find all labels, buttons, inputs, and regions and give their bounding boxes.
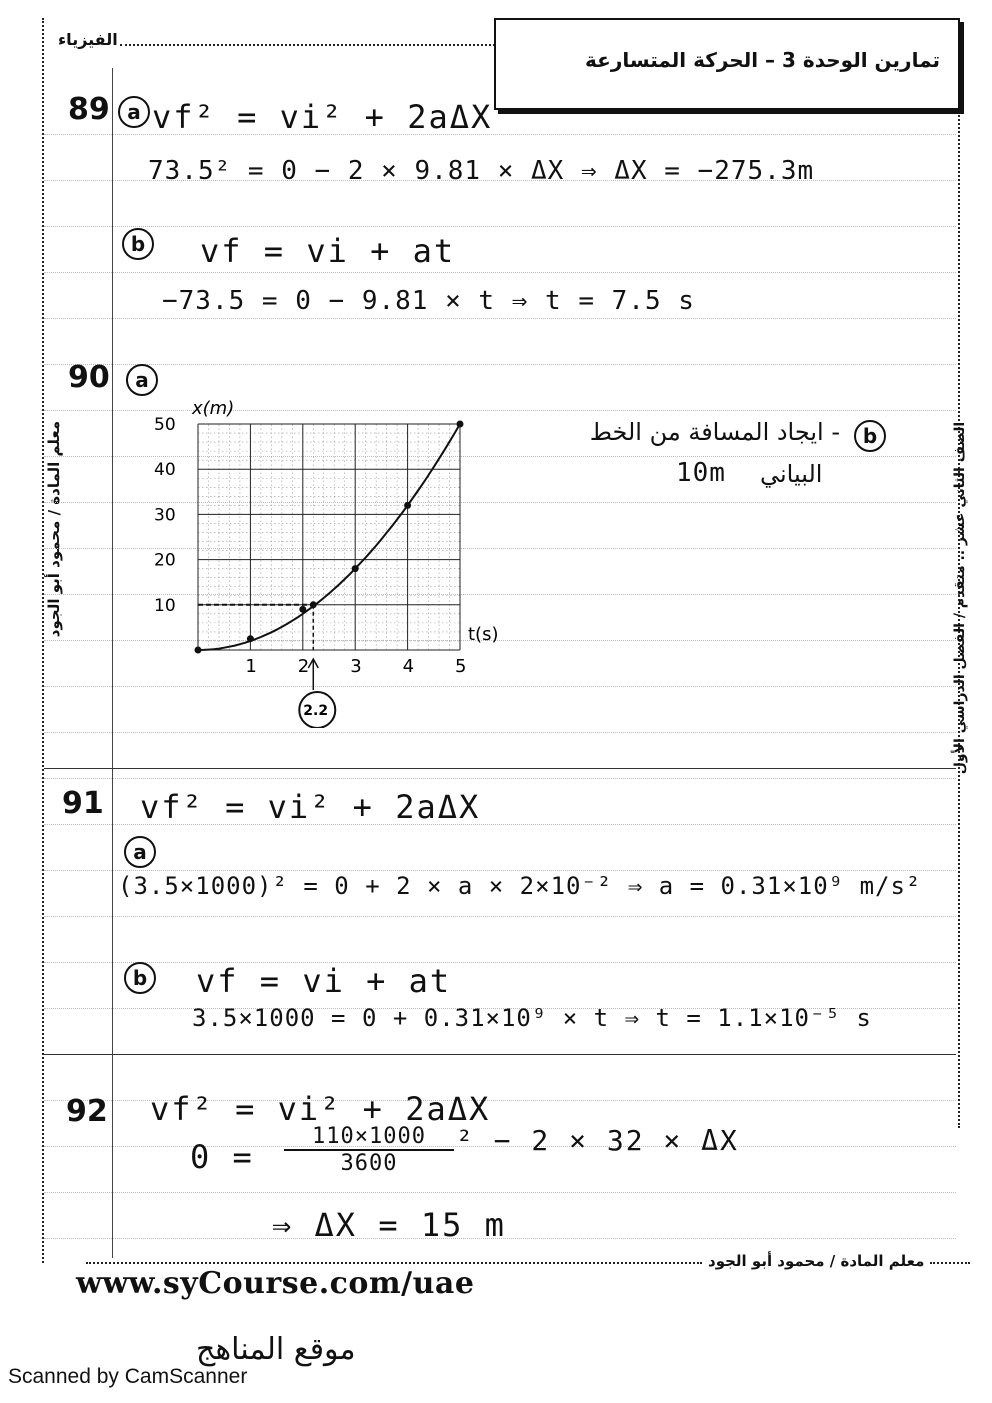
right-margin-grade-label: الصف الثاني عشر .. متقدم / الفصل الدراسي الأول — [952, 421, 968, 775]
scanner-watermark: Scanned by CamScanner — [8, 1365, 248, 1388]
fraction-denominator: 3600 — [340, 1151, 398, 1176]
x-tick-label: 2 — [297, 656, 310, 677]
y-tick-label: 10 — [154, 595, 176, 616]
equation-lhs: 0 = — [190, 1138, 254, 1176]
page-title: تمارين الوحدة 3 – الحركة المتسارعة — [585, 48, 940, 72]
y-tick-label: 30 — [154, 505, 176, 526]
x-tick-label: 1 — [245, 656, 257, 677]
data-point — [195, 647, 202, 654]
equation-line: vf = vi + at — [200, 232, 456, 270]
part-a-marker: a — [118, 96, 150, 128]
x-tick-label: 5 — [455, 656, 467, 677]
fraction — [284, 1124, 454, 1176]
ruled-line — [44, 962, 956, 963]
ruled-line — [44, 870, 956, 871]
part-b-marker: b — [854, 420, 886, 452]
ruled-line — [44, 272, 956, 273]
site-name-arabic: موقع المناهج — [196, 1332, 356, 1367]
margin-line — [112, 68, 113, 1258]
ruled-line — [44, 916, 956, 917]
annotation-label: 2.2 — [303, 703, 329, 719]
website-watermark: www.syCourse.com/uae — [76, 1266, 475, 1301]
title-box — [494, 18, 960, 110]
y-tick-label: 20 — [154, 550, 176, 571]
distance-note-graph: البياني — [760, 460, 823, 488]
x-tick-label: 3 — [350, 656, 362, 677]
data-point — [247, 635, 254, 642]
subject-label: الفيزياء — [58, 30, 118, 49]
problem-number-92: 92 — [66, 1094, 108, 1129]
y-tick-label: 50 — [154, 415, 176, 435]
equation-line: 3.5×1000 = 0 + 0.31×10⁹ × t ⇒ t = 1.1×10⁻⁵ s — [192, 1004, 872, 1032]
y-axis-label: x(m) — [192, 398, 235, 419]
problem-number-91: 91 — [62, 786, 104, 821]
ruled-line — [44, 364, 956, 365]
distance-value: 10m — [676, 458, 726, 488]
data-point — [299, 606, 306, 613]
ruled-line — [44, 1192, 956, 1193]
section-separator — [44, 768, 956, 769]
left-margin-teacher-label: معلم المادة / محمود أبو الجود — [45, 420, 63, 638]
page-border-top — [120, 44, 495, 46]
fraction-numerator: 110×1000 — [284, 1124, 454, 1151]
ruled-line — [44, 226, 956, 227]
page-border-bottom-right — [930, 1262, 970, 1264]
x-tick-label: 4 — [402, 656, 415, 677]
equation-line: vf² = vi² + 2aΔX — [140, 788, 481, 826]
data-point — [352, 565, 359, 572]
part-a-marker: a — [124, 836, 156, 868]
data-point — [457, 421, 464, 428]
part-a-marker: a — [126, 364, 158, 396]
equation-line: ⇒ ΔX = 15 m — [272, 1206, 506, 1244]
section-separator — [44, 1054, 956, 1055]
page-border-bottom — [86, 1262, 702, 1264]
part-b-marker: b — [122, 228, 154, 260]
problem-number-90: 90 — [68, 360, 110, 395]
equation-line: vf = vi + at — [196, 962, 452, 1000]
equation-line: (3.5×1000)² = 0 + 2 × a × 2×10⁻² ⇒ a = 0.31×10⁹ m/s² — [118, 872, 922, 900]
distance-note: - ايجاد المسافة من الخط — [589, 418, 840, 446]
ruled-line — [44, 318, 956, 319]
ruled-line — [44, 732, 956, 733]
position-time-graph — [130, 388, 550, 728]
part-b-marker: b — [124, 962, 156, 994]
equation-line: vf² = vi² + 2aΔX — [150, 1090, 491, 1128]
equation-rhs: ² − 2 × 32 × ΔX — [456, 1124, 739, 1157]
footer-teacher: معلم المادة / محمود أبو الجود — [708, 1252, 925, 1270]
ruled-line — [44, 778, 956, 779]
data-point — [404, 502, 411, 509]
y-tick-label: 40 — [154, 460, 176, 481]
equation-line: −73.5 = 0 − 9.81 × t ⇒ t = 7.5 s — [162, 286, 695, 316]
problem-number-89: 89 — [68, 92, 110, 127]
equation-line: 73.5² = 0 − 2 × 9.81 × ΔX ⇒ ΔX = −275.3m — [148, 156, 815, 186]
data-curve — [198, 424, 460, 650]
x-axis-label: t(s) — [468, 624, 499, 645]
equation-line: vf² = vi² + 2aΔX — [152, 98, 493, 136]
